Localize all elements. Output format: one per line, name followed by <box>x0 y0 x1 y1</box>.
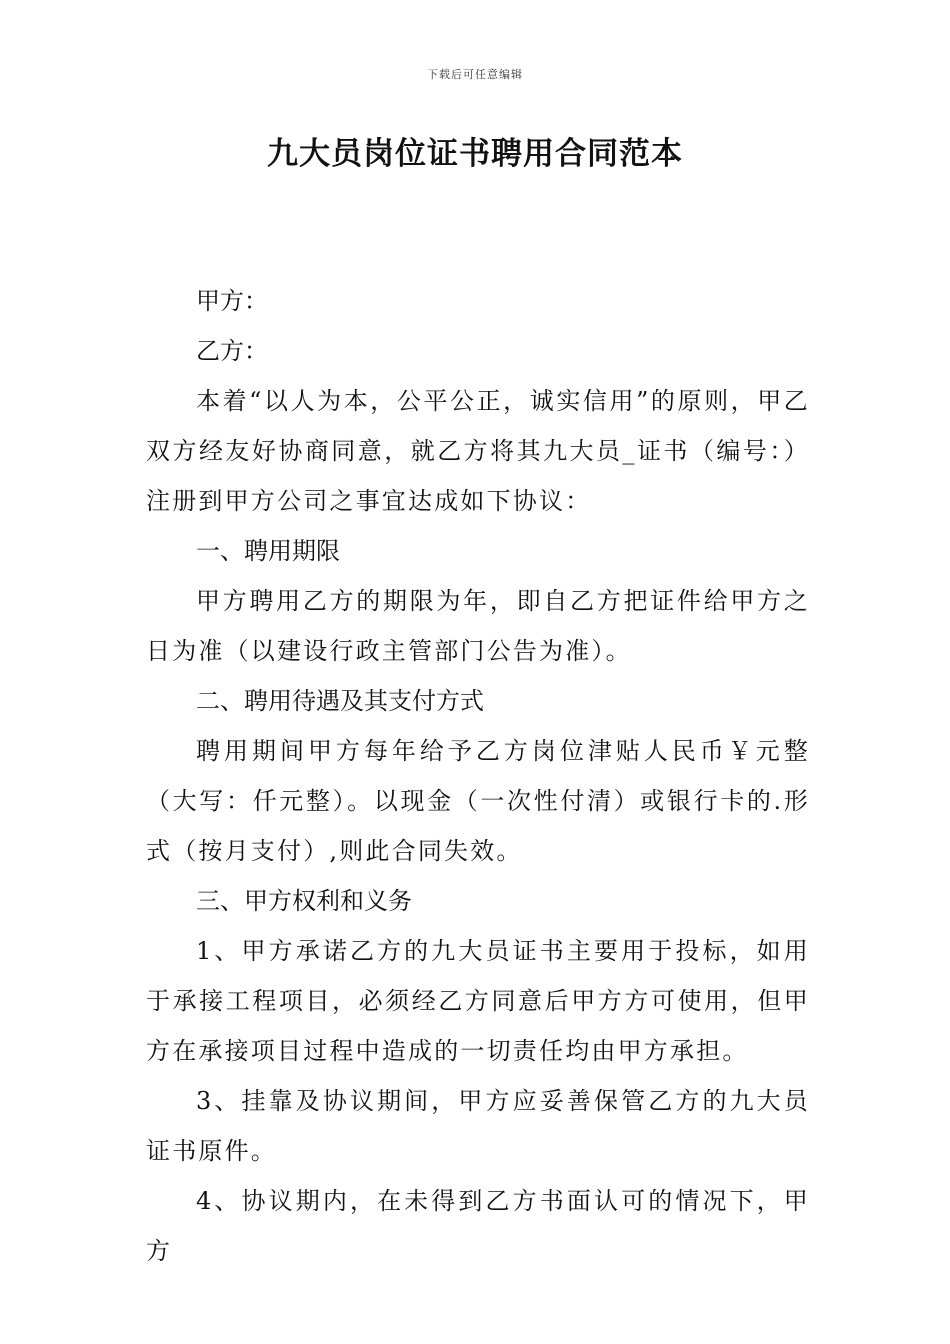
section-heading-2: 二、聘用待遇及其支付方式 <box>196 687 484 715</box>
preamble-paragraph: 本着“以人为本，公平公正，诚实信用”的原则，甲乙双方经友好协商同意，就乙方将其九大员_证书（编号：）注册到甲方公司之事宜达成如下协议： <box>146 387 810 515</box>
section-heading-1: 一、聘用期限 <box>196 537 340 565</box>
clause-3: 3、挂靠及协议期间，甲方应妥善保管乙方的九大员证书原件。 <box>146 1087 810 1165</box>
term-paragraph: 甲方聘用乙方的期限为年，即自乙方把证件给甲方之日为准（以建设行政主管部门公告为准）。 <box>146 587 810 665</box>
document-title: 九大员岗位证书聘用合同范本 <box>267 136 683 172</box>
header-note: 下载后可任意编辑 <box>427 68 523 81</box>
clause-4: 4、协议期内，在未得到乙方书面认可的情况下，甲方 <box>146 1187 810 1265</box>
section-heading-3: 三、甲方权利和义务 <box>196 887 412 915</box>
party-a-line: 甲方： <box>196 287 268 315</box>
document-body <box>146 276 810 1276</box>
party-b-line: 乙方： <box>196 337 268 365</box>
clause-1: 1、甲方承诺乙方的九大员证书主要用于投标，如用于承接工程项目，必须经乙方同意后甲方方可使用，但甲方在承接项目过程中造成的一切责任均由甲方承担。 <box>146 937 810 1065</box>
compensation-paragraph: 聘用期间甲方每年给予乙方岗位津贴人民币￥元整（大写：仟元整）。以现金（一次性付清）或银行卡的.形式（按月支付）,则此合同失效。 <box>146 737 810 865</box>
